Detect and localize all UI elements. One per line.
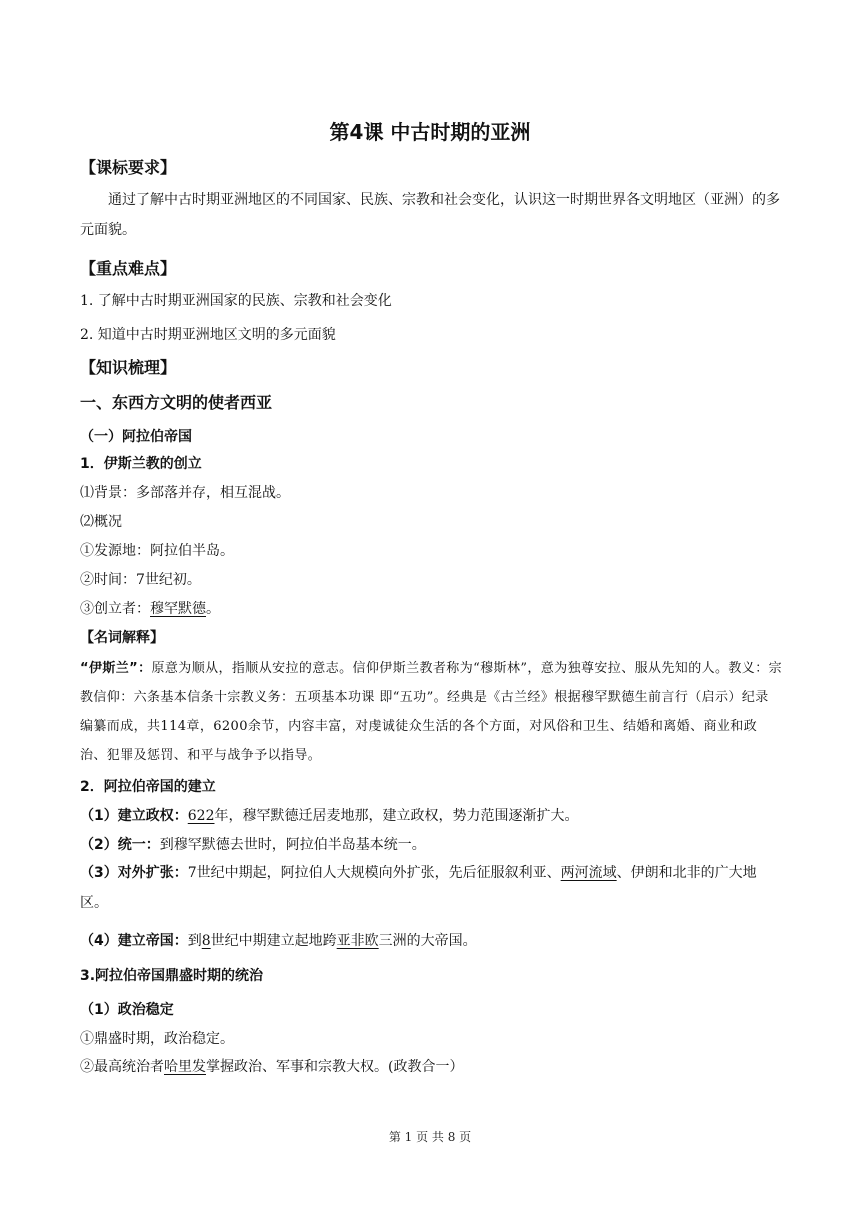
empire-text-a: 到: [187, 933, 202, 949]
establish-line: [80, 806, 578, 826]
subsection-arab-empire: （一）阿拉伯帝国: [80, 429, 192, 445]
empire-text-c: 三洲的大帝国。: [378, 933, 477, 949]
key-point-1: 1. 了解中古时期亚洲国家的民族、宗教和社会变化: [80, 293, 392, 309]
expand-label: （3）对外扩张：: [80, 865, 188, 881]
politics-2-suffix: 掌握政治、军事和宗教大权。(政教合一）: [206, 1059, 464, 1075]
key-point-2: 2. 知道中古时期亚洲地区文明的多元面貌: [80, 327, 336, 343]
background-text: 多部落并存，相互混战。: [136, 485, 290, 501]
empire-line: [80, 931, 477, 951]
founder-line: [80, 599, 220, 619]
unify-line: [80, 835, 426, 855]
page-title: 第4课 中古时期的亚洲: [329, 120, 531, 144]
curriculum-heading: 【课标要求】: [80, 158, 177, 177]
expand-region: 两河流域: [560, 865, 617, 881]
unify-label: （2）统一：: [80, 837, 160, 853]
background-line: [80, 483, 290, 503]
glossary-heading: 【名词解释】: [80, 630, 164, 646]
establish-label: （1）建立政权：: [80, 808, 188, 824]
caliph-term: 哈里发: [164, 1059, 206, 1075]
establish-year: 622: [187, 808, 215, 824]
glossary-paragraph: [80, 654, 782, 770]
background-label: ⑴背景：: [80, 485, 136, 501]
glossary-term: “伊斯兰”：: [80, 661, 152, 676]
establish-text: 年，穆罕默德迁居麦地那，建立政权，势力范围逐渐扩大。: [214, 808, 579, 824]
knowledge-heading: 【知识梳理】: [80, 358, 177, 377]
empire-century: 8: [201, 933, 211, 949]
time-line: ②时间：7世纪初。: [80, 572, 201, 588]
page-footer: 第 1 页 共 8 页: [388, 1130, 472, 1144]
curriculum-text: 通过了解中古时期亚洲地区的不同国家、民族、宗教和社会变化，认识这一时期世界各文明地区（亚洲）的多元面貌。: [80, 192, 780, 238]
origin-line: ①发源地：阿拉伯半岛。: [80, 543, 234, 559]
key-points-heading: 【重点难点】: [80, 259, 177, 278]
expand-text-a: 7世纪中期起，阿拉伯人大规模向外扩张，先后征服叙利亚、: [187, 865, 561, 881]
unify-text: 到穆罕默德去世时，阿拉伯半岛基本统一。: [159, 837, 426, 853]
founder-prefix: ③创立者：: [80, 601, 150, 617]
part1-heading: 一、东西方文明的使者西亚: [80, 393, 273, 412]
expand-paragraph: [80, 858, 782, 918]
empire-label: （4）建立帝国：: [80, 933, 188, 949]
politics-line-2: [80, 1057, 463, 1077]
empire-text-b: 世纪中期建立起地跨: [210, 933, 337, 949]
politics-heading: （1）政治稳定: [80, 1002, 174, 1018]
politics-line-1: ①鼎盛时期，政治稳定。: [80, 1031, 234, 1047]
politics-2-prefix: ②最高统治者: [80, 1059, 164, 1075]
empire-continents: 亚非欧: [336, 933, 379, 949]
founder-name: 穆罕默德: [150, 601, 206, 617]
founder-suffix: 。: [206, 601, 220, 617]
glossary-text: 原意为顺从，指顺从安拉的意志。信仰伊斯兰教者称为“穆斯林”，意为独尊安拉、服从先知的人。教义：宗教信仰：六条基本信条十宗教义务：五项基本功课 即“五功”。经典是《古兰经》根据穆罕默德生前言行（启示）纪录编纂而成，共114章，6200余节，内容丰富，对虔诚徒众生活的各个方面，对风俗和卫生、结婚和离婚、商业和政治、犯罪及惩罚、和平与战争予以指导。: [80, 661, 782, 763]
item-empire-founding: 2．阿拉伯帝国的建立: [80, 779, 216, 795]
expand-text-b: 、伊朗和北非的广大地区。: [80, 865, 757, 911]
item-islam-founding: 1．伊斯兰教的创立: [80, 456, 202, 472]
item-empire-rule: 3.阿拉伯帝国鼎盛时期的统治: [80, 968, 264, 984]
overview-label: ⑵概况: [80, 514, 122, 530]
